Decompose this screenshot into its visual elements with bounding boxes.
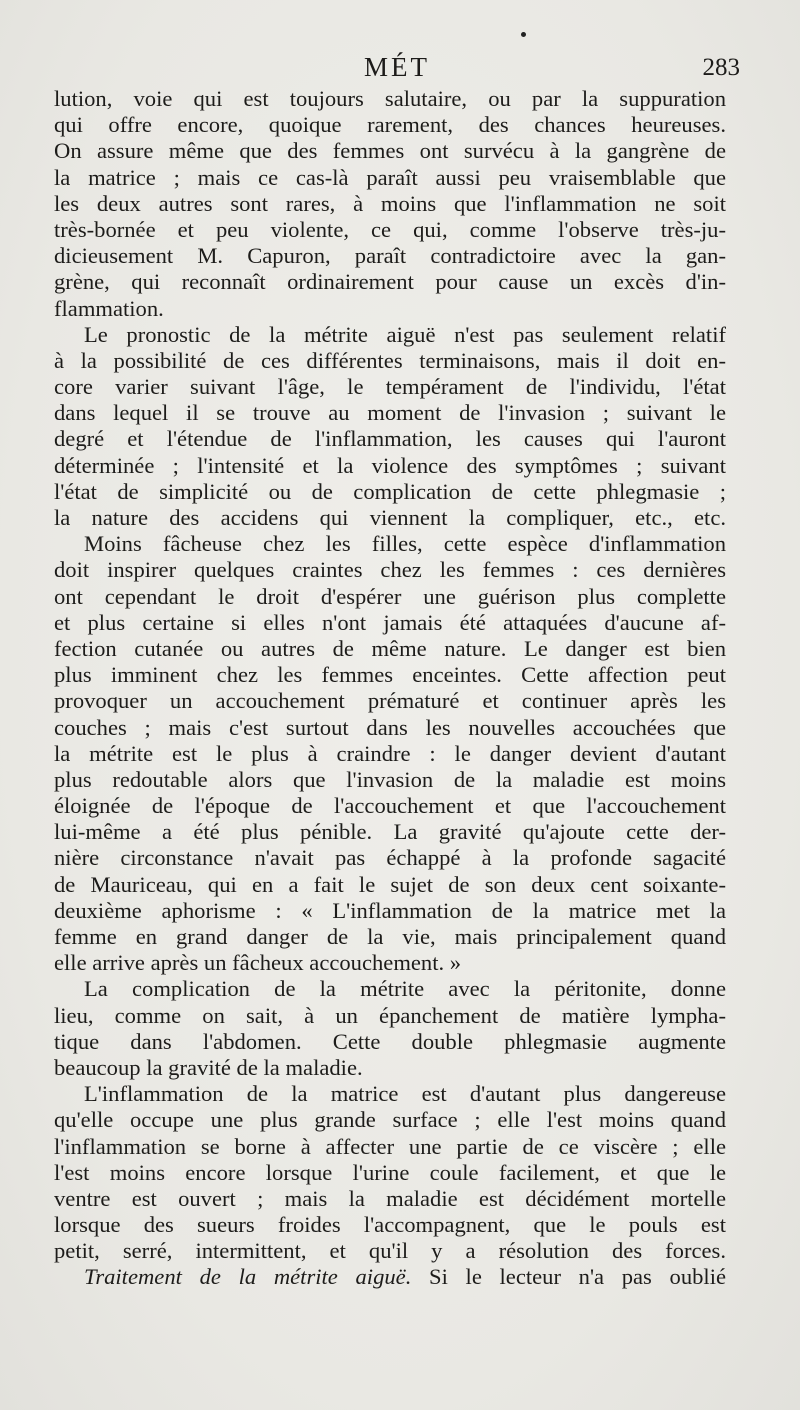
page-number: 283 [702,54,740,81]
text-line: flammation. [54,295,164,321]
text-line: tique dans l'abdomen. Cette double phlegmasie augmente [54,1028,726,1054]
section-start-line [54,1264,726,1290]
text-line: qui offre encore, quoique rarement, des chances heureuses. [54,112,726,138]
text-line: l'inflammation se borne à affecter une partie de ce viscère ; elle [54,1133,726,1159]
text-line: la matrice ; mais ce cas-là paraît aussi peu vraisemblable que [54,164,726,190]
text-line: couches ; mais c'est surtout dans les nouvelles accouchées que [54,714,726,740]
text-line: elle arrive après un fâcheux accouchement. » [54,950,462,976]
section-heading: Traitement de la métrite aiguë. [84,1264,412,1290]
text-line: la nature des accidens qui viennent la compliquer, etc., etc. [54,505,726,530]
text-line: déterminée ; l'intensité et la violence des symptômes ; suivant [54,452,726,478]
text-line: Le pronostic de la métrite aiguë n'est pas seulement relatif [84,321,726,347]
text-line: à la possibilité de ces différentes terminaisons, mais il doit en- [54,347,726,373]
text-line: grène, qui reconnaît ordinairement pour cause un excès d'in- [54,269,726,295]
text-line: dicieusement M. Capuron, paraît contradictoire avec la gan- [54,243,726,269]
text-line: ventre est ouvert ; mais la maladie est décidément mortelle [54,1185,726,1211]
text-line: de Mauriceau, qui en a fait le sujet de son deux cent soixante- [54,871,726,897]
text-line: ont cependant le droit d'espérer une guérison plus complette [54,583,726,609]
text-line: lorsque des sueurs froides l'accompagnent, que le pouls est [54,1212,726,1238]
page-header [54,52,740,86]
text-line: On assure même que des femmes ont survécu à la gangrène de [54,138,726,164]
text-line-continuation: Si le lecteur n'a pas oublié [411,1264,726,1290]
text-line: l'état de simplicité ou de complication de cette phlegmasie ; [54,478,726,504]
text-line: femme en grand danger de la vie, mais principalement quand [54,924,726,949]
text-line: Moins fâcheuse chez les filles, cette espèce d'inflammation [84,531,726,557]
text-line: core varier suivant l'âge, le tempérament de l'individu, l'état [54,374,726,400]
text-line: La complication de la métrite avec la péritonite, donne [84,976,726,1002]
text-line: provoquer un accouchement prématuré et continuer après les [54,688,726,714]
print-mark [521,32,526,37]
text-line: fection cutanée ou autres de même nature. Le danger est bien [54,635,726,661]
body-text [54,86,726,1291]
text-line: lution, voie qui est toujours salutaire, ou par la suppuration [54,86,726,111]
text-line: doit inspirer quelques craintes chez les femmes : ces dernières [54,557,726,583]
text-line: très-bornée et peu violente, ce qui, comme l'observe très-ju- [54,216,726,242]
text-line: L'inflammation de la matrice est d'autant plus dangereuse [84,1081,726,1107]
text-line: lui-même a été plus pénible. La gravité qu'ajoute cette der- [54,819,726,845]
text-line: nière circonstance n'avait pas échappé à la profonde sagacité [54,845,726,871]
text-line: l'est moins encore lorsque l'urine coule facilement, et que le [54,1159,726,1185]
text-line: la métrite est le plus à craindre : le danger devient d'autant [54,740,726,766]
text-line: et plus certaine si elles n'ont jamais été attaquées d'aucune af- [54,609,726,635]
text-line: beaucoup la gravité de la maladie. [54,1054,363,1080]
text-line: les deux autres sont rares, à moins que l'inflammation ne soit [54,190,726,216]
text-line: degré et l'étendue de l'inflammation, les causes qui l'auront [54,426,726,452]
text-line: lieu, comme on sait, à un épanchement de matière lympha- [54,1002,726,1028]
text-line: qu'elle occupe une plus grande surface ; elle l'est moins quand [54,1107,726,1133]
text-line: dans lequel il se trouve au moment de l'invasion ; suivant le [54,400,726,426]
text-line: petit, serré, intermittent, et qu'il y a résolution des forces. [54,1238,726,1264]
running-head: MÉT [364,52,430,82]
text-line: deuxième aphorisme : « L'inflammation de la matrice met la [54,897,726,923]
text-line: plus imminent chez les femmes enceintes. Cette affection peut [54,662,726,688]
text-line: éloignée de l'époque de l'accouchement et que l'accouchement [54,793,726,819]
text-line: plus redoutable alors que l'invasion de la maladie est moins [54,766,726,792]
